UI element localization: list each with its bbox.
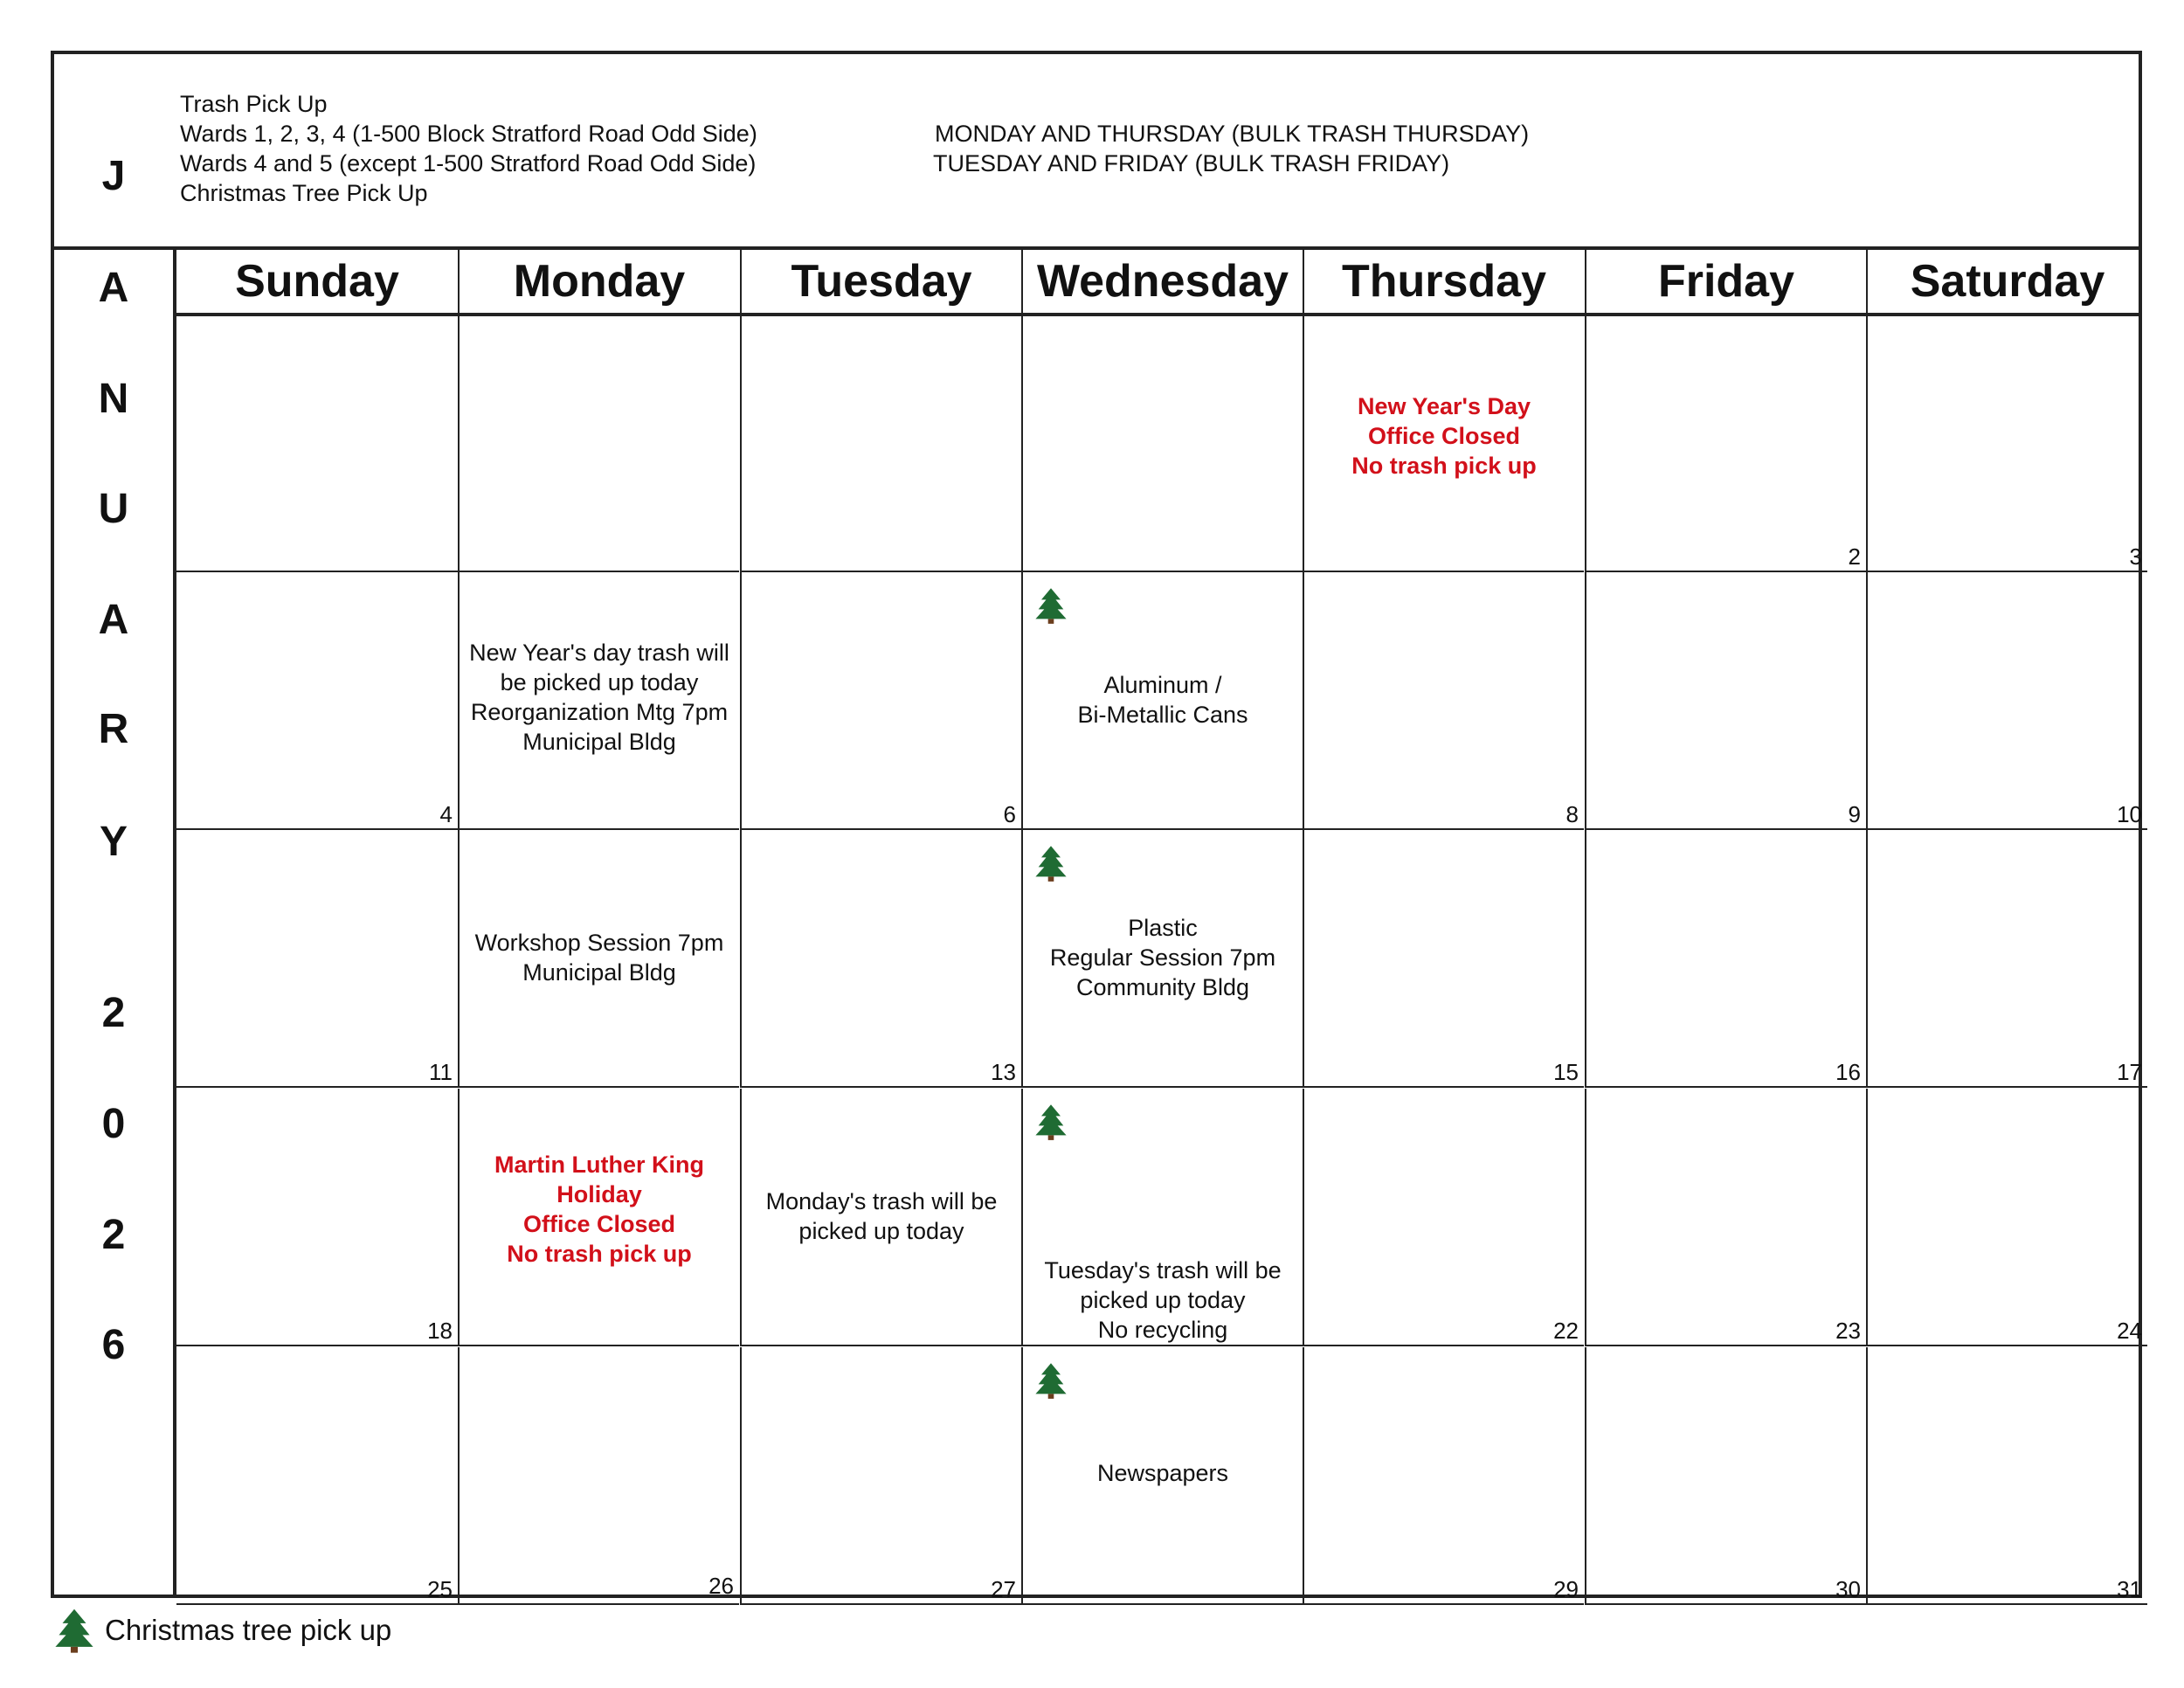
day-header-saturday: Saturday (1866, 250, 2147, 313)
month-letter: N (98, 376, 129, 422)
day-number: 13 (991, 1059, 1016, 1085)
christmas-tree-icon (51, 1607, 98, 1654)
note-line: Tuesday's trash will be (1044, 1257, 1282, 1283)
day-number: 4 (439, 801, 453, 827)
note-line: No trash pick up (507, 1241, 692, 1267)
calendar-day-cell (1021, 1089, 1303, 1346)
note-line: Plastic (1128, 915, 1198, 941)
day-header-thursday: Thursday (1303, 250, 1584, 313)
note-line: New Year's Day (1357, 393, 1531, 419)
pickup-legend (54, 54, 2139, 250)
holiday-note (460, 1150, 739, 1269)
legend-schedule-4-5: TUESDAY AND FRIDAY (BULK TRASH FRIDAY) (933, 150, 1450, 176)
note-line: Municipal Bldg (522, 959, 676, 986)
day-number: 15 (1553, 1059, 1579, 1085)
holiday-note (1304, 391, 1584, 481)
calendar (51, 51, 2142, 1602)
event-note (1023, 670, 1303, 730)
note-line: Holiday (556, 1181, 642, 1207)
day-header-wednesday: Wednesday (1021, 250, 1303, 313)
event-note (1023, 1256, 1303, 1345)
note-line: New Year's day trash will (469, 640, 729, 666)
legend-title: Trash Pick Up (180, 91, 328, 117)
calendar-day-cell (1303, 315, 1584, 572)
calendar-day-cell (1021, 572, 1303, 830)
note-line: picked up today (1080, 1287, 1246, 1313)
note-line: Martin Luther King (494, 1152, 704, 1178)
calendar-day-cell (740, 830, 1021, 1088)
day-number: 18 (427, 1318, 453, 1344)
calendar-day-cell (1585, 1089, 1866, 1346)
calendar-day-cell (458, 1347, 739, 1605)
calendar-day-cell (1585, 830, 1866, 1088)
calendar-day-cell (176, 830, 458, 1088)
christmas-tree-icon (1032, 844, 1070, 882)
note-line: No trash pick up (1351, 453, 1537, 479)
month-letter: 2 (101, 990, 126, 1036)
legend-schedule-1-4: MONDAY AND THURSDAY (BULK TRASH THURSDAY) (935, 121, 1530, 147)
day-number: 24 (2117, 1318, 2142, 1344)
christmas-tree-icon (1032, 586, 1070, 625)
note-line: Municipal Bldg (522, 729, 676, 755)
day-number: 8 (1565, 801, 1579, 827)
month-letter: Y (99, 819, 128, 865)
month-letter: A (98, 265, 129, 311)
day-number: 31 (2117, 1576, 2142, 1602)
calendar-day-cell (740, 572, 1021, 830)
day-number: 9 (1848, 801, 1861, 827)
note-line: Community Bldg (1075, 974, 1250, 1000)
calendar-day-cell (458, 315, 739, 572)
note-line: Regular Session 7pm (1049, 944, 1276, 971)
note-line: picked up today (798, 1218, 964, 1244)
note-line: Office Closed (1367, 423, 1521, 449)
event-note (742, 1186, 1021, 1246)
day-header-monday: Monday (458, 250, 739, 313)
christmas-tree-icon (1032, 1361, 1070, 1400)
legend-wards-4-5: Wards 4 and 5 (except 1-500 Stratford Road Odd Side) (180, 150, 757, 176)
event-note (1023, 913, 1303, 1002)
day-number: 6 (1003, 801, 1016, 827)
calendar-day-cell (1021, 830, 1303, 1088)
month-letter: 2 (101, 1212, 126, 1258)
calendar-day-cell (1866, 572, 2147, 830)
day-number: 16 (1835, 1059, 1861, 1085)
calendar-day-cell (1303, 1347, 1584, 1605)
note-line: Reorganization Mtg 7pm (470, 699, 729, 725)
christmas-tree-icon (1032, 1103, 1070, 1141)
day-header-friday: Friday (1585, 250, 1866, 313)
calendar-day-cell (740, 315, 1021, 572)
calendar-day-cell (458, 830, 739, 1088)
calendar-day-cell (1303, 572, 1584, 830)
footer-legend (51, 1606, 391, 1655)
calendar-day-cell (740, 1089, 1021, 1346)
day-number: 29 (1553, 1576, 1579, 1602)
day-header-sunday: Sunday (235, 256, 399, 307)
calendar-day-cell (458, 572, 739, 830)
calendar-day-cell (1021, 1347, 1303, 1605)
month-letter: U (98, 486, 129, 532)
footer-legend-label: Christmas tree pick up (105, 1614, 392, 1646)
calendar-day-cell (458, 1089, 739, 1346)
calendar-day-cell (176, 572, 458, 830)
event-note (1023, 1458, 1303, 1488)
day-number: 25 (427, 1576, 453, 1602)
day-header-tuesday: Tuesday (740, 250, 1021, 313)
day-number: 2 (1848, 543, 1861, 570)
month-letter: 6 (101, 1322, 126, 1368)
calendar-day-cell (1866, 315, 2147, 572)
calendar-day-cell (1585, 315, 1866, 572)
event-note (460, 928, 739, 987)
day-number: 17 (2117, 1059, 2142, 1085)
calendar-day-cell (1303, 1089, 1584, 1346)
day-number: 3 (2129, 543, 2142, 570)
calendar-grid (176, 250, 2142, 1602)
calendar-day-cell (1866, 830, 2147, 1088)
note-line: Newspapers (1096, 1460, 1229, 1486)
calendar-day-cell (176, 1347, 458, 1605)
note-line: be picked up today (500, 669, 699, 695)
note-line: No recycling (1097, 1317, 1228, 1343)
note-line: Office Closed (522, 1211, 676, 1237)
event-note (460, 638, 739, 757)
month-year-label (54, 153, 176, 1595)
note-line: Workshop Session 7pm (474, 930, 724, 956)
day-number: 26 (708, 1573, 734, 1599)
day-number: 30 (1835, 1576, 1861, 1602)
day-number: 27 (991, 1576, 1016, 1602)
calendar-day-cell (1866, 1089, 2147, 1346)
day-number: 10 (2117, 801, 2142, 827)
day-number: 22 (1553, 1318, 1579, 1344)
calendar-day-cell (176, 1089, 458, 1346)
calendar-day-cell (740, 1347, 1021, 1605)
month-letter: A (98, 597, 129, 643)
note-line: Monday's trash will be (765, 1188, 998, 1214)
calendar-day-cell (1585, 1347, 1866, 1605)
note-line: Bi-Metallic Cans (1077, 702, 1248, 728)
month-letter: R (98, 706, 129, 752)
legend-christmas-tree: Christmas Tree Pick Up (180, 180, 428, 206)
month-letter: J (101, 153, 126, 199)
day-number: 11 (429, 1059, 453, 1085)
calendar-day-cell (1866, 1347, 2147, 1605)
month-letter: 0 (101, 1101, 126, 1147)
calendar-day-cell (1021, 315, 1303, 572)
calendar-day-cell (1585, 572, 1866, 830)
day-number: 23 (1835, 1318, 1861, 1344)
calendar-day-cell (176, 315, 458, 572)
calendar-day-cell (1303, 830, 1584, 1088)
legend-wards-1-4: Wards 1, 2, 3, 4 (1-500 Block Stratford Road Odd Side) (180, 121, 757, 147)
note-line: Aluminum / (1103, 672, 1222, 698)
